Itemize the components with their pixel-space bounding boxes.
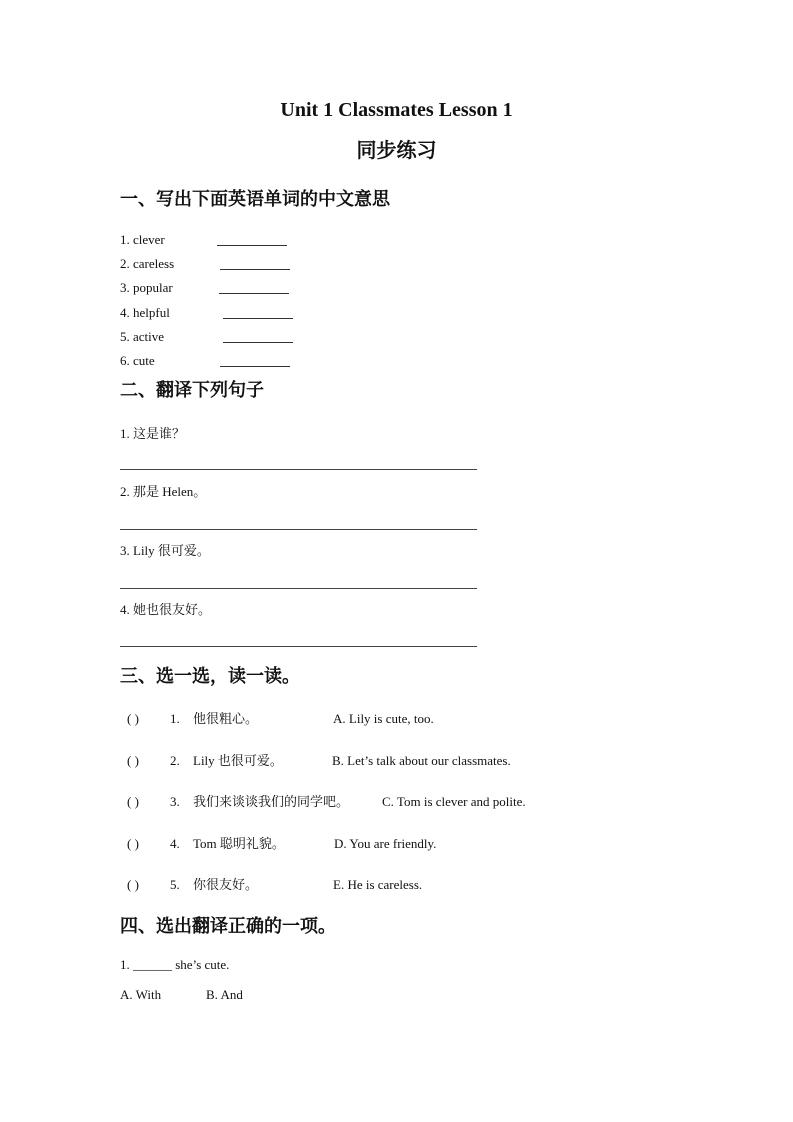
section-2-heading: 二、翻译下列句子 bbox=[120, 380, 264, 401]
answer-line[interactable] bbox=[120, 646, 477, 647]
english-option: B. Let’s talk about our classmates. bbox=[332, 753, 511, 768]
sentence-item: 1. 这是谁？ bbox=[120, 426, 186, 441]
chinese-sentence: Lily 也很可爱。 bbox=[193, 753, 283, 768]
word-item: 3. popular bbox=[120, 280, 173, 295]
answer-blank[interactable] bbox=[217, 245, 287, 246]
answer-line[interactable] bbox=[120, 529, 477, 530]
sentence-item: 4. 她也很友好。 bbox=[120, 602, 212, 617]
row-number: 1. bbox=[170, 711, 180, 726]
word-item: 4. helpful bbox=[120, 305, 170, 320]
chinese-sentence: 你很友好。 bbox=[193, 877, 259, 892]
answer-blank[interactable] bbox=[220, 269, 290, 270]
answer-parentheses[interactable]: ( ) bbox=[127, 877, 139, 892]
answer-line[interactable] bbox=[120, 588, 477, 589]
word-item: 1. clever bbox=[120, 232, 165, 247]
answer-blank[interactable] bbox=[220, 366, 290, 367]
answer-parentheses[interactable]: ( ) bbox=[127, 836, 139, 851]
answer-blank[interactable] bbox=[223, 318, 293, 319]
english-option: A. Lily is cute, too. bbox=[333, 711, 434, 726]
section-1-heading: 一、写出下面英语单词的中文意思 bbox=[120, 189, 390, 210]
row-number: 5. bbox=[170, 877, 180, 892]
page-subtitle: 同步练习 bbox=[356, 138, 437, 162]
sentence-item: 3. Lily 很可爱。 bbox=[120, 543, 210, 558]
question-text: 1. ______ she’s cute. bbox=[120, 957, 230, 972]
page-title: Unit 1 Classmates Lesson 1 bbox=[280, 99, 513, 121]
word-item: 2. careless bbox=[120, 256, 175, 271]
answer-blank[interactable] bbox=[219, 293, 289, 294]
option-a[interactable]: A. With bbox=[120, 987, 162, 1002]
answer-parentheses[interactable]: ( ) bbox=[127, 794, 139, 809]
english-option: D. You are friendly. bbox=[334, 836, 437, 851]
section-3-heading: 三、选一选，读一读。 bbox=[120, 666, 300, 687]
chinese-sentence: Tom 聪明礼貌。 bbox=[193, 836, 285, 851]
chinese-sentence: 我们来谈谈我们的同学吧。 bbox=[193, 794, 350, 809]
word-item: 6. cute bbox=[120, 353, 155, 368]
row-number: 3. bbox=[170, 794, 180, 809]
answer-parentheses[interactable]: ( ) bbox=[127, 711, 139, 726]
english-option: C. Tom is clever and polite. bbox=[382, 794, 526, 809]
option-b[interactable]: B. And bbox=[206, 987, 243, 1002]
answer-parentheses[interactable]: ( ) bbox=[127, 753, 139, 768]
row-number: 4. bbox=[170, 836, 180, 851]
sentence-item: 2. 那是 Helen。 bbox=[120, 484, 207, 499]
word-item: 5. active bbox=[120, 329, 165, 344]
chinese-sentence: 他很粗心。 bbox=[193, 711, 259, 726]
answer-line[interactable] bbox=[120, 469, 477, 470]
section-4-heading: 四、选出翻译正确的一项。 bbox=[120, 916, 336, 937]
answer-blank[interactable] bbox=[223, 342, 293, 343]
english-option: E. He is careless. bbox=[333, 877, 423, 892]
row-number: 2. bbox=[170, 753, 180, 768]
